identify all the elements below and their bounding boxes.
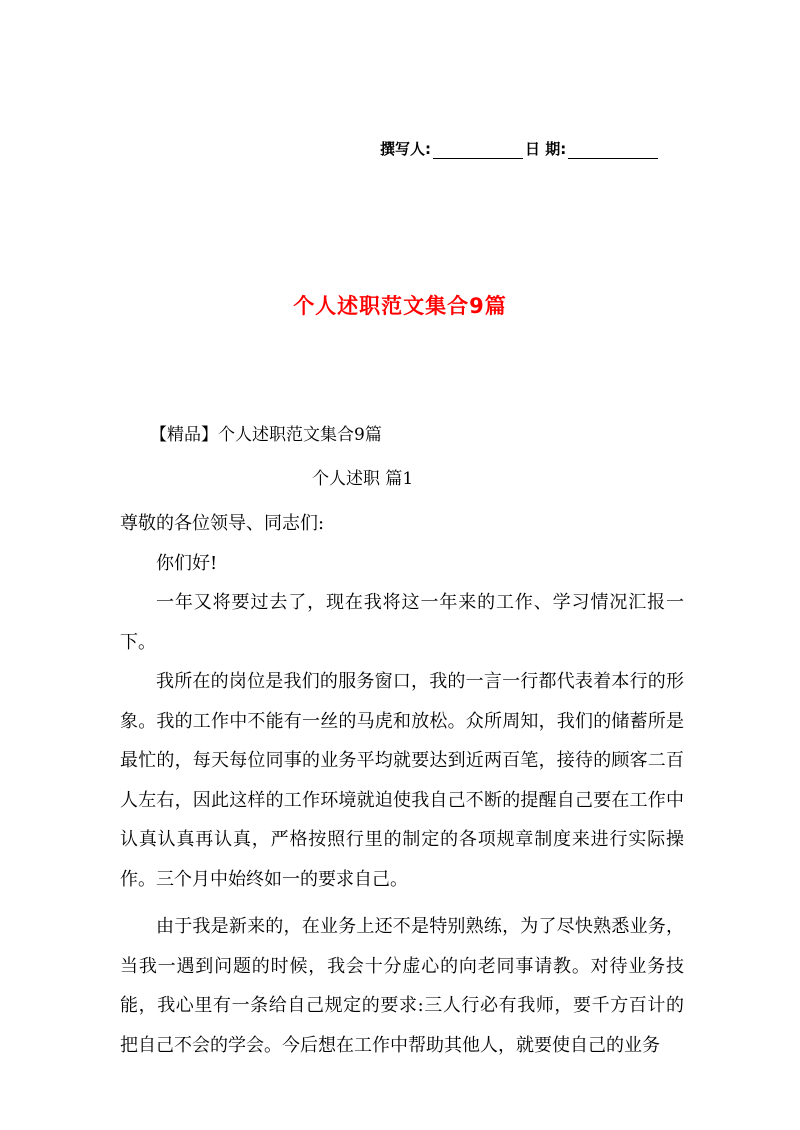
date-blank [568,144,658,159]
author-label: 撰写人: [380,140,431,158]
greeting: 你们好! [156,552,218,574]
author-date-line [380,138,660,159]
paragraph-intro: 一年又将要过去了，现在我将这一年来的工作、学习情况汇报一下。 [120,592,684,653]
section-heading: 个人述职 篇1 [312,469,414,489]
salutation: 尊敬的各位领导、同志们: [120,513,325,534]
paragraph-position: 我所在的岗位是我们的服务窗口，我的一言一行都代表着本行的形象。我的工作中不能有一丝的马虎和放松。众所周知，我们的储蓄所是最忙的，每天每位同事的业务平均就要达到近两百笔，接待的顾客二百人左右，因此这样的工作环境就迫使我自己不断的提醒自己要在工作中认真认真再认真，严格按照行里的制定的各项规章制度来进行实际操作。三个月中始终如一的要求自己。 [120,671,684,890]
document-title: 个人述职范文集合9篇 [293,294,507,318]
date-label: 日 期: [525,140,567,158]
paragraph-learning: 由于我是新来的，在业务上还不是特别熟练，为了尽快熟悉业务，当我一遇到问题的时候，我会十分虚心的向老同事请教。对待业务技能，我心里有一条给自己规定的要求:三人行必有我师，要千方百计的把自己不会的学会。今后想在工作中帮助其他人，就要使自己的业务 [120,916,684,1056]
document-subtitle: 【精品】个人述职范文集合9篇 [150,425,382,445]
author-blank [433,144,523,159]
document-body [120,504,684,1065]
